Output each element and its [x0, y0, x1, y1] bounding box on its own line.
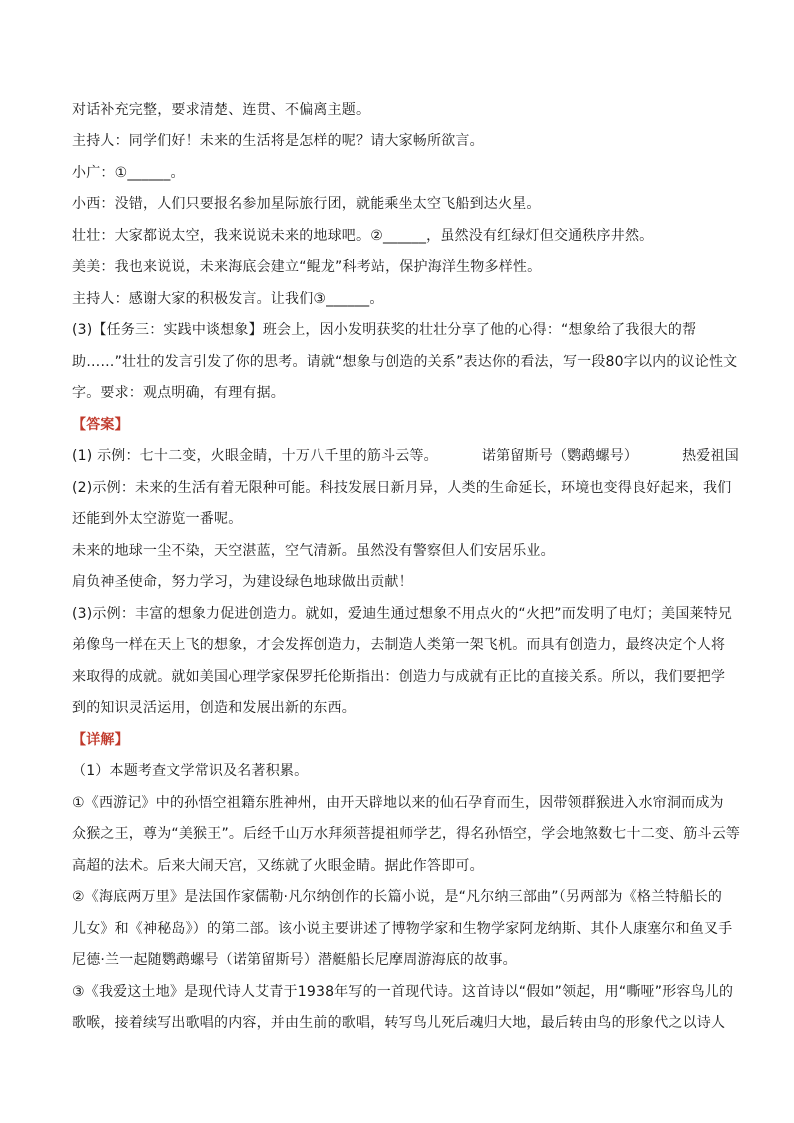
text-line: 助……”壮壮的发言引发了你的思考。请就“想象与创造的关系”表达你的看法，写一段80字以内的议论性文	[72, 354, 738, 370]
detail-line: 尼德·兰一起随鹦鹉螺号（诺第留斯号）潜艇船长尼摩周游海底的故事。	[72, 952, 517, 968]
detail-line: ①《西游记》中的孙悟空祖籍东胜神州，由开天辟地以来的仙石孕育而生，因带领群猴进入水帘洞而成为	[72, 795, 724, 811]
detail-line: （1）本题考查文学常识及名著积累。	[72, 763, 309, 779]
answer-line: 未来的地球一尘不染，天空湛蓝，空气清新。虽然没有警察但人们安居乐业。	[72, 543, 555, 559]
text-line: 字。要求：观点明确，有理有据。	[72, 385, 285, 401]
answer-line: 弟像鸟一样在天上飞的想象，才会发挥创造力，去制造人类第一架飞机。而具有创造力，最终决定个人将	[72, 637, 726, 653]
answer-1-part1: (1) 示例：七十二变，火眼金睛，十万八千里的筋斗云等。	[72, 448, 438, 464]
detail-line: 歌喉，接着续写出歌唱的内容，并由生前的歌唱，转写鸟儿死后魂归大地，最后转由鸟的形象代之以诗人	[72, 1015, 726, 1031]
text-line: 壮壮：大家都说太空，我来说说未来的地球吧。②______，虽然没有红绿灯但交通秩序井然。	[72, 228, 654, 244]
answer-line: 还能到外太空游览一番呢。	[72, 511, 243, 527]
answer-line-1	[72, 446, 739, 466]
answer-heading: 【答案】	[72, 417, 129, 433]
answer-line: 肩负神圣使命，努力学习，为建设绿色地球做出贡献！	[72, 574, 413, 590]
answer-1-part3: 热爱祖国	[682, 448, 739, 464]
text-line: 主持人：感谢大家的积极发言。让我们③______。	[72, 291, 384, 307]
answer-line: 到的知识灵活运用，创造和发展出新的东西。	[72, 700, 356, 716]
text-line: 小广：①______。	[72, 165, 185, 181]
detail-line: ②《海底两万里》是法国作家儒勒·凡尔纳创作的长篇小说，是“凡尔纳三部曲”（另两部为《格兰特船长的	[72, 889, 723, 905]
text-line: 小西：没错，人们只要报名参加星际旅行团，就能乘坐太空飞船到达火星。	[72, 196, 541, 212]
text-line: (3)【任务三：实践中谈想象】班会上，因小发明获奖的壮壮分享了他的心得：“想象给了我很大的帮	[72, 322, 697, 338]
detail-heading: 【详解】	[72, 732, 129, 748]
answer-line: (3)示例：丰富的想象力促进创造力。就如，爱迪生通过想象不用点火的“火把”而发明了电灯；美国莱特兄	[72, 606, 733, 622]
text-line: 对话补充完整，要求清楚、连贯、不偏离主题。	[72, 102, 371, 118]
detail-line: 众猴之王，尊为“美猴王”。后经千山万水拜须菩提祖师学艺，得名孙悟空，学会地煞数七十二变、筋斗云等	[72, 826, 741, 842]
detail-line: 高超的法术。后来大闹天宫，又练就了火眼金睛。据此作答即可。	[72, 858, 484, 874]
answer-line: 来取得的成就。就如美国心理学家保罗托伦斯指出：创造力与成就有正比的直接关系。所以，我们要把学	[72, 669, 726, 685]
text-line: 美美：我也来说说，未来海底会建立“鲲龙”科考站，保护海洋生物多样性。	[72, 259, 542, 275]
text-line: 主持人：同学们好！未来的生活将是怎样的呢？请大家畅所欲言。	[72, 133, 484, 149]
detail-line: ③《我爱这土地》是现代诗人艾青于1938年写的一首现代诗。这首诗以“假如”领起，用“嘶哑”形容鸟儿的	[72, 984, 734, 1000]
detail-line: 儿女》和《神秘岛》）的第二部。该小说主要讲述了博物学家和生物学家阿龙纳斯、其仆人康塞尔和鱼叉手	[72, 921, 733, 937]
answer-line: (2)示例：未来的生活有着无限种可能。科技发展日新月异，人类的生命延长，环境也变得良好起来，我们	[72, 480, 732, 496]
answer-1-part2: 诺第留斯号（鹦鹉螺号）	[481, 448, 639, 464]
